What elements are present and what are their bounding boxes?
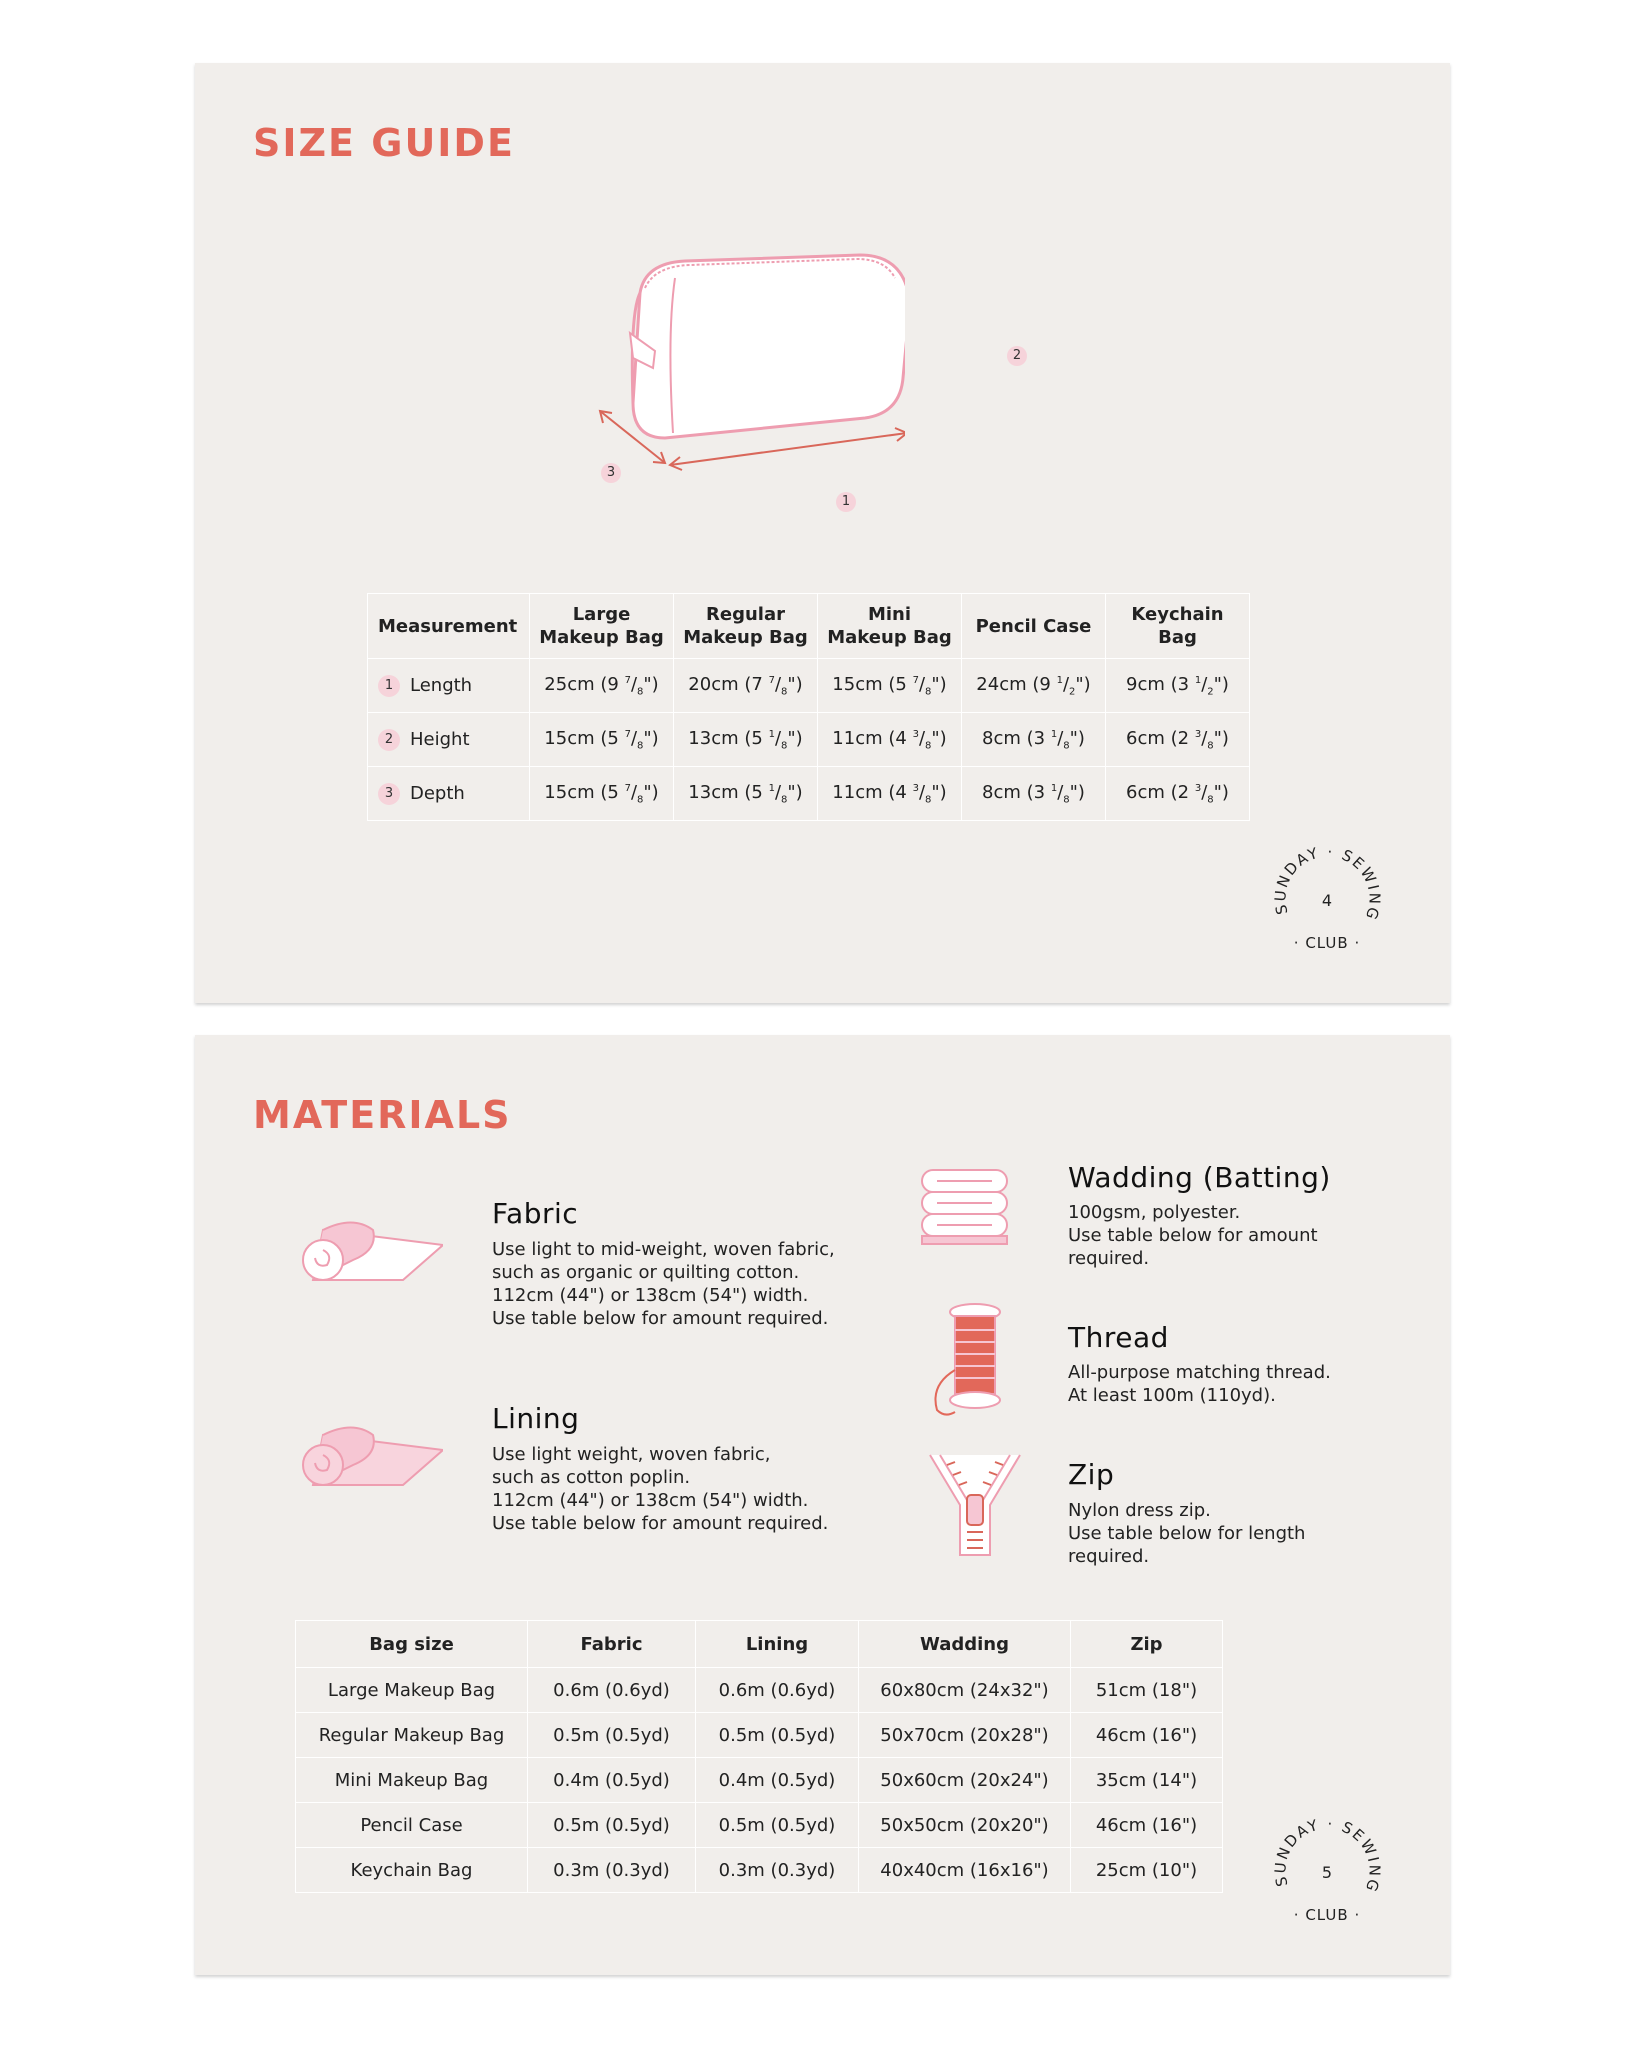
thread-spool-icon <box>925 1300 1015 1420</box>
materials-table-header-row <box>296 1621 1223 1668</box>
col-header-regular: Regular Makeup Bag <box>674 594 818 659</box>
table-cell: 0.4m (0.5yd) <box>696 1758 859 1803</box>
logo-bottom-text: · CLUB · <box>1293 934 1361 952</box>
col-header-wadding: Wadding <box>859 1621 1071 1668</box>
page-number: 4 <box>1321 891 1333 910</box>
table-cell: 9cm (3 $^1/_2$") <box>1106 659 1250 713</box>
table-cell: Pencil Case <box>296 1803 528 1848</box>
table-cell: 0.5m (0.5yd) <box>528 1803 696 1848</box>
table-row <box>368 767 1250 821</box>
table-cell: 40x40cm (16x16") <box>859 1848 1071 1893</box>
measurement-label: Height <box>410 728 470 750</box>
logo-bottom-text: · CLUB · <box>1293 1906 1361 1924</box>
table-cell: 0.4m (0.5yd) <box>528 1758 696 1803</box>
table-cell: 15cm (5 $^7/_8$") <box>530 767 674 821</box>
materials-title: MATERIALS <box>253 1093 512 1137</box>
size-guide-title: SIZE GUIDE <box>253 121 515 165</box>
col-header-keychain: Keychain Bag <box>1106 594 1250 659</box>
dimension-label-3: 3 <box>601 463 621 483</box>
table-row <box>296 1668 1223 1713</box>
table-cell: 20cm (7 $^7/_8$") <box>674 659 818 713</box>
table-cell: Mini Makeup Bag <box>296 1758 528 1803</box>
table-row <box>296 1713 1223 1758</box>
col-header-mini: Mini Makeup Bag <box>818 594 962 659</box>
table-cell: 13cm (5 $^1/_8$") <box>674 713 818 767</box>
table-row <box>296 1848 1223 1893</box>
size-guide-page <box>195 63 1450 1003</box>
number-badge: 2 <box>378 729 400 751</box>
material-desc-wadding: 100gsm, polyester. Use table below for amount required. <box>1068 1202 1318 1269</box>
svg-text:SUNDAY · SEWING <box>1271 1815 1383 1895</box>
col-header-bag-size: Bag size <box>296 1621 528 1668</box>
table-cell: 60x80cm (24x32") <box>859 1668 1071 1713</box>
table-row <box>296 1758 1223 1803</box>
table-cell: 50x60cm (20x24") <box>859 1758 1071 1803</box>
material-name-wadding: Wadding (Batting) <box>1068 1161 1331 1194</box>
measurement-label: Depth <box>410 782 465 804</box>
table-cell: 35cm (14") <box>1071 1758 1223 1803</box>
col-header-large: Large Makeup Bag <box>530 594 674 659</box>
logo-top-text: SUNDAY · SEWING <box>1271 843 1384 924</box>
measurement-cell <box>368 767 530 821</box>
dimension-label-2: 2 <box>1007 346 1027 366</box>
sunday-sewing-club-logo <box>1270 1815 1385 1930</box>
logo-top-text: SUNDAY · SEWING <box>1271 1815 1384 1896</box>
table-cell: 15cm (5 $^7/_8$") <box>530 713 674 767</box>
number-badge: 1 <box>378 675 400 697</box>
table-cell: 0.5m (0.5yd) <box>696 1713 859 1758</box>
table-cell: 6cm (2 $^3/_8$") <box>1106 767 1250 821</box>
material-name-fabric: Fabric <box>492 1197 579 1230</box>
size-table <box>367 593 1250 821</box>
table-cell: Keychain Bag <box>296 1848 528 1893</box>
table-cell: 51cm (18") <box>1071 1668 1223 1713</box>
table-cell: 11cm (4 $^3/_8$") <box>818 713 962 767</box>
table-cell: Large Makeup Bag <box>296 1668 528 1713</box>
table-cell: 8cm (3 $^1/_8$") <box>962 713 1106 767</box>
table-cell: 13cm (5 $^1/_8$") <box>674 767 818 821</box>
table-row <box>296 1803 1223 1848</box>
table-cell: 8cm (3 $^1/_8$") <box>962 767 1106 821</box>
number-badge: 3 <box>378 783 400 805</box>
materials-table <box>295 1620 1223 1893</box>
measurement-cell <box>368 713 530 767</box>
sunday-sewing-club-logo <box>1270 843 1385 958</box>
table-row <box>368 713 1250 767</box>
table-cell: 46cm (16") <box>1071 1803 1223 1848</box>
measurement-label: Length <box>410 674 473 696</box>
fabric-roll-icon <box>293 1210 443 1290</box>
table-cell: 0.6m (0.6yd) <box>528 1668 696 1713</box>
table-cell: 6cm (2 $^3/_8$") <box>1106 713 1250 767</box>
table-cell: 0.3m (0.3yd) <box>696 1848 859 1893</box>
material-name-thread: Thread <box>1068 1321 1169 1354</box>
page-number: 5 <box>1321 1863 1333 1882</box>
size-table-header-row <box>368 594 1250 659</box>
material-desc-lining: Use light weight, woven fabric, such as cotton poplin. 112cm (44") or 138cm (54") width. Use table below for amount required. <box>492 1444 829 1534</box>
col-header-lining: Lining <box>696 1621 859 1668</box>
table-row <box>368 659 1250 713</box>
makeup-bag-illustration <box>585 233 905 523</box>
col-header-zip: Zip <box>1071 1621 1223 1668</box>
col-header-pencil: Pencil Case <box>962 594 1106 659</box>
col-header-measurement: Measurement <box>368 594 530 659</box>
table-cell: 24cm (9 $^1/_2$") <box>962 659 1106 713</box>
table-cell: 11cm (4 $^3/_8$") <box>818 767 962 821</box>
dimension-label-1: 1 <box>836 492 856 512</box>
table-cell: 50x50cm (20x20") <box>859 1803 1071 1848</box>
material-name-zip: Zip <box>1068 1458 1115 1491</box>
measurement-cell <box>368 659 530 713</box>
table-cell: 0.6m (0.6yd) <box>696 1668 859 1713</box>
table-cell: 25cm (9 $^7/_8$") <box>530 659 674 713</box>
table-cell: 0.3m (0.3yd) <box>528 1848 696 1893</box>
col-header-fabric: Fabric <box>528 1621 696 1668</box>
lining-roll-icon <box>293 1415 443 1495</box>
table-cell: 0.5m (0.5yd) <box>696 1803 859 1848</box>
table-cell: 50x70cm (20x28") <box>859 1713 1071 1758</box>
material-desc-fabric: Use light to mid-weight, woven fabric, such as organic or quilting cotton. 112cm (44") or 138cm (54") width. Use table below for amount required. <box>492 1239 835 1329</box>
materials-page <box>195 1035 1450 1975</box>
table-cell: Regular Makeup Bag <box>296 1713 528 1758</box>
material-desc-zip: Nylon dress zip. Use table below for length required. <box>1068 1500 1306 1567</box>
material-desc-thread: All-purpose matching thread. At least 100m (110yd). <box>1068 1362 1331 1406</box>
zip-icon <box>925 1450 1025 1560</box>
table-cell: 0.5m (0.5yd) <box>528 1713 696 1758</box>
wadding-icon <box>917 1162 1017 1262</box>
table-cell: 46cm (16") <box>1071 1713 1223 1758</box>
table-cell: 25cm (10") <box>1071 1848 1223 1893</box>
table-cell: 15cm (5 $^7/_8$") <box>818 659 962 713</box>
svg-text:SUNDAY · SEWING <box>1271 843 1383 923</box>
material-name-lining: Lining <box>492 1402 580 1435</box>
